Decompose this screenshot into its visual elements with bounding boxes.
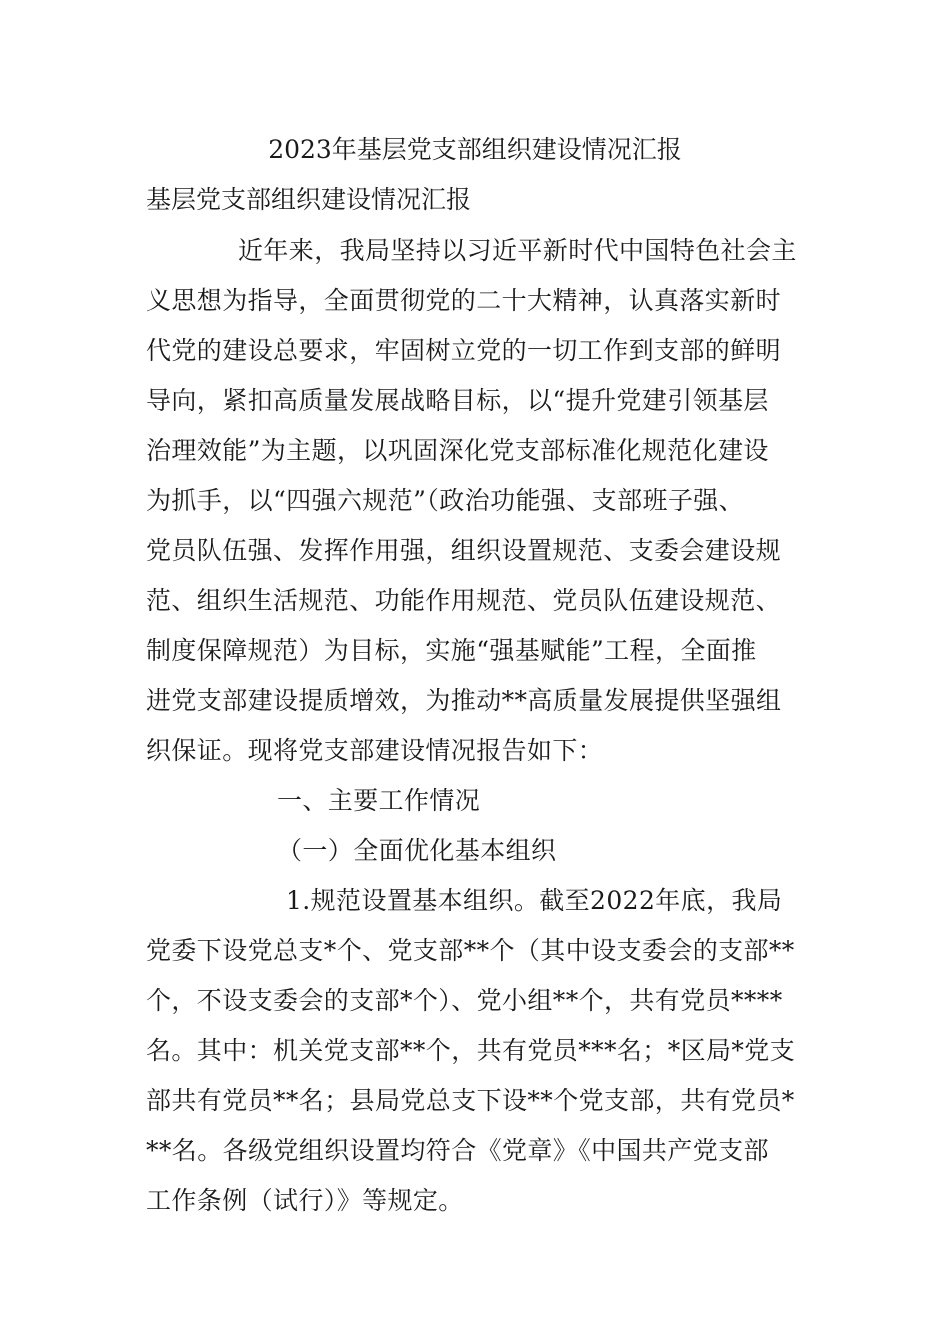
section-line: **名。各级党组织设置均符合《党章》《中国共产党支部	[146, 1136, 769, 1165]
intro-line: 导向，紧扣高质量发展战略目标，以“提升党建引领基层	[146, 386, 769, 415]
section-line: 个，不设支委会的支部*个）、党小组**个，共有党员****	[146, 986, 783, 1015]
section-line: 工作条例（试行）》等规定。	[146, 1186, 464, 1215]
intro-line: 进党支部建设提质增效，为推动**高质量发展提供坚强组	[146, 686, 782, 715]
intro-line: 制度保障规范）为目标，实施“强基赋能”工程，全面推	[146, 636, 757, 665]
intro-line: 为抓手，以“四强六规范”（政治功能强、支部班子强、	[146, 486, 745, 515]
intro-line: 党员队伍强、发挥作用强，组织设置规范、支委会建设规	[146, 536, 782, 565]
intro-line: 治理效能”为主题，以巩固深化党支部标准化规范化建设	[146, 436, 769, 465]
document-title: 2023年基层党支部组织建设情况汇报	[268, 135, 682, 164]
intro-line: 范、组织生活规范、功能作用规范、党员队伍建设规范、	[146, 586, 782, 615]
intro-line: 代党的建设总要求，牢固树立党的一切工作到支部的鲜明	[146, 336, 782, 365]
document-subtitle: 基层党支部组织建设情况汇报	[146, 185, 472, 214]
section-line: 部共有党员**名；县局党总支下设**个党支部，共有党员*	[146, 1086, 795, 1115]
section-heading-2: （一）全面优化基本组织	[277, 836, 557, 865]
intro-line: 近年来，我局坚持以习近平新时代中国特色社会主	[238, 236, 797, 265]
intro-line: 义思想为指导，全面贯彻党的二十大精神，认真落实新时	[146, 286, 782, 315]
section-heading-1: 一、主要工作情况	[277, 786, 481, 815]
section-line: 名。其中：机关党支部**个，共有党员***名；*区局*党支	[146, 1036, 796, 1065]
intro-line: 织保证。现将党支部建设情况报告如下：	[146, 736, 604, 765]
section-line: 党委下设党总支*个、党支部**个（其中设支委会的支部**	[146, 936, 795, 965]
section-line: 1.规范设置基本组织。截至2022年底，我局	[286, 886, 783, 915]
